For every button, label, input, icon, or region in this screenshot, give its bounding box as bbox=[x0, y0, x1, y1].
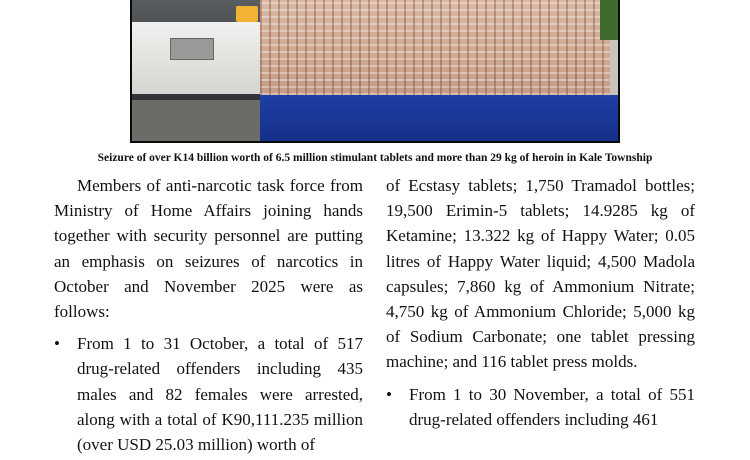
list-item bbox=[386, 382, 695, 432]
truck-license-plate bbox=[170, 38, 214, 60]
news-photo bbox=[130, 0, 620, 143]
truck-headlight bbox=[236, 6, 258, 22]
bullet-list bbox=[54, 331, 363, 457]
bullet-list bbox=[386, 382, 695, 432]
list-item bbox=[54, 331, 363, 457]
bullet-glyph: • bbox=[54, 334, 60, 354]
intro-paragraph: Members of anti-narcotic task force from Ministry of Home Affairs joining hands together with security personnel are putting an emphasis on seizures of narcotics in October and November 2025 were as follows: bbox=[54, 176, 363, 322]
continuation-paragraph: of Ecstasy tablets; 1,750 Tramadol bottles; 19,500 Erimin-5 tablets; 14.9285 kg of Ketamine; 13.322 kg of Happy Water; 0.05 litres of Happy Water liquid; 4,500 Madola capsules; 7,860 kg of Ammonium Nitrate; 4,750 kg of Ammonium Chloride; 5,000 kg of Sodium Carbonate; one tablet pressing machine; and 116 tablet press molds. bbox=[386, 176, 695, 372]
right-column bbox=[386, 173, 695, 432]
left-column bbox=[54, 173, 363, 457]
photo-caption: Seizure of over K14 billion worth of 6.5 million stimulant tablets and more than 29 kg of heroin in Kale Township bbox=[97, 152, 653, 164]
blue-tablecloth bbox=[260, 95, 620, 143]
seized-packages-stack bbox=[260, 0, 610, 95]
october-seizure-text: From 1 to 31 October, a total of 517 drug-related offenders including 435 males and 82 females were arrested, along with a total of K90,111.235 million (over USD 25.03 million) worth of bbox=[77, 334, 363, 455]
bullet-glyph: • bbox=[386, 384, 392, 404]
ground bbox=[132, 100, 264, 143]
background-tree bbox=[600, 0, 618, 40]
november-seizure-text: From 1 to 30 November, a total of 551 drug-related offenders including 461 bbox=[409, 384, 695, 429]
